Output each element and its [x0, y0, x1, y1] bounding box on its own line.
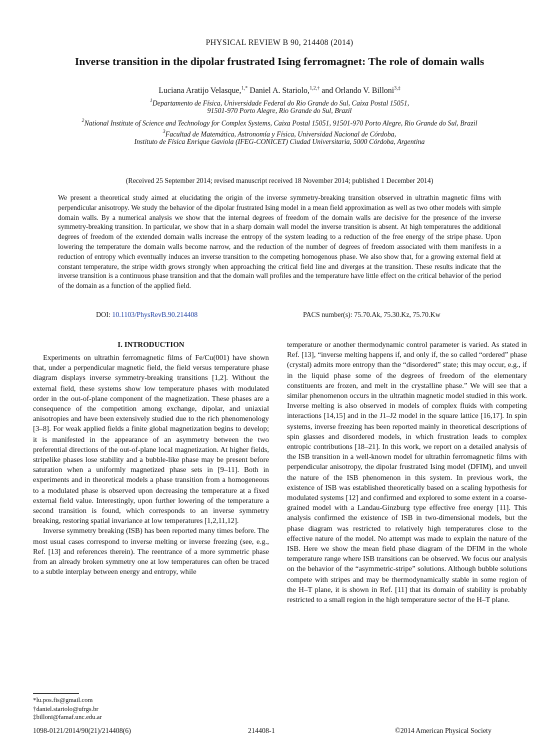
doi-link[interactable]: 10.1103/PhysRevB.90.214408 [112, 311, 198, 319]
footnotes [33, 697, 102, 723]
footnote-email[interactable]: †daniel.stariolo@ufrgs.br [33, 705, 99, 713]
footer-copyright: ©2014 American Physical Society [395, 727, 492, 735]
affiliation: $^3$Facultad de Matemática, Astronomía y Física, Universidad Nacional de Córdoba, [162, 130, 397, 139]
paragraph: Experiments on ultrathin ferromagnetic films of Fe/Cu(001) have shown that, under a perpendicular magnetic field, the field versus temperature phase diagram displays inverse symmetry-breaking transitions [1,2]. Without the external field, these systems show low temperature phases with modulated order in the out-of-plane component of the magnetization. These phases are a consequence of the competition among exchange, dipolar, and uniaxial anisotropies and have been extensively studied due to the rich phenomenology [3–8]. For weak applied fields a finite global magnetization begins to develop; it is manifested in the appearance of an asymmetry between the two preferential directions of the out-of-plane local magnetization. At higher fields, stripelike phases lose stability and a bubble-like phase may be present before saturation when a uniformly magnetized phase sets in [9–11]. Both in experiments and in theoretical models a phase transition from a homogeneous to a modulated phase is observed upon decreasing the temperature at a fixed external field value. Interestingly, upon further lowering of the temperature a second transition is found, which corresponds to an inverse symmetry breaking, restoring spatial invariance at low temperatures [1,2,11,12]. [33, 353, 269, 526]
footnote-email[interactable]: *lu.pos.fis@gmail.com [33, 697, 93, 704]
abstract: We present a theoretical study aimed at elucidating the origin of the inverse symmetry-breaking transition observed in ultrathin magnetic films with perpendicular anisotropy. We study the behavior of the dipolar frustrated Ising model in a mean field approximation as well as two other models with simple domain walls. By a numerical analysis we show that the internal degrees of freedom of the domain walls are decisive for the presence of the inverse symmetry-breaking transition. In particular, we show that in a sharp domain wall model the inverse transition is absent. At high temperatures the additional degrees of freedom of the extended domain walls increase the entropy of the system leading to a reduction of the free energy of the stripe phase. Upon lowering the temperature the domain walls become narrow, and the reduction of the number of degrees of freedom associated with them manifests in a reduction of entropy which eventually induces an inverse transition to the competing homogenous phase. We also show that, for a growing external field at constant temperature, the stripe width grows strongly when approaching the critical field line and diverges at the transition. These results indicate that the inverse transition is a continuous phase transition and that the domain wall profiles and the temperature have little effect on the critical behavior of the period of the domain as a function of the applied field. [58, 194, 501, 291]
journal-header: PHYSICAL REVIEW B 90, 214408 (2014) [205, 38, 354, 47]
footer-issn: 1098-0121/2014/90(21)/214408(6) [33, 727, 131, 735]
author-list [30, 86, 529, 95]
affiliation: Instituto de Física Enrique Gaviola (IFEG-CONICET) Ciudad Universitaria, 5000 Córdoba, Argentina [134, 138, 425, 146]
affiliation: $^2$National Institute of Science and Technology for Complex Systems, Caixa Postal 15051, 91501-970 Porto Alegre, Rio Grande do Sul, Brazil [81, 119, 478, 128]
section-heading: I. INTRODUCTION [117, 340, 185, 349]
left-column [33, 353, 269, 577]
author-marks: 1,2,† [309, 86, 320, 92]
author-marks: 1,* [241, 86, 248, 92]
footnote-email[interactable]: ‡billoni@famaf.unc.edu.ar [33, 714, 102, 721]
doi-line [96, 311, 198, 319]
footnote-divider [33, 693, 79, 694]
right-column [287, 340, 527, 605]
author-marks: 3,‡ [394, 86, 401, 92]
author-name[interactable]: Luciana Aratijo Velasque, [158, 86, 242, 95]
doi-label: DOI: [96, 311, 111, 319]
received-dates: (Received 25 September 2014; revised manuscript received 18 November 2014; published 1 December 2014) [125, 177, 434, 185]
paper-title: Inverse transition in the dipolar frustrated Ising ferromagnet: The role of domain walls [74, 56, 485, 68]
author-name[interactable]: and Orlando V. Billoni [321, 86, 395, 95]
affiliation: 91501-970 Porto Alegre, Rio Grande do Sul, Brazil [207, 107, 352, 115]
paragraph: Inverse symmetry breaking (ISB) has been reported many times before. The most usual cases correspond to inverse melting or inverse freezing (see, e.g., Ref. [13] and references therein). The reentrance of a more symmetric phase from an already broken symmetry one at low temperatures can often be traced to a subtle interplay between energy and entropy, while [33, 526, 269, 577]
author-name[interactable]: Daniel A. Stariolo, [249, 86, 310, 95]
paragraph: temperature or another thermodynamic control parameter is varied. As stated in Ref. [13], “inverse melting happens if, and only if, the so called “ordered” phase (crystal) admits more entropy than the “disordered” state; this may occur, e.g., if in the liquid phase some of the degrees of freedom of the elementary constituents are frozen, and melt in the crystalline phase.” We will see that a similar phenomenon occurs in the ultrathin magnetic model studied in this work. Inverse melting is also observed in models of complex fluids with competing interactions [14,15] and in the J1–J2 model in the square lattice [16,17]. In spin systems, inverse freezing has been reported mainly in theoretical descriptions of spin glasses and disordered models, in which frustration leads to complex entropic contributions [18–21]. In this work, we report on a detailed analysis of the ISB transition in a well-known model for ultrathin ferromagnetic films with perpendicular anisotropy, the dipolar frustrated Ising model (DFIM), and unveil the nature of the ISB phenomenon in this system. In previous work, the existence of ISB was established theoretically based on a scaling hypothesis for modulated systems [12] and confirmed and explored to some extent in a coarse-grained model with a Landau-Ginzburg type effective free energy [11]. This analysis confirmed the existence of ISB in two-dimensional models, but the phase diagram was restricted to relatively high temperatures close to the effective nature of the model. No attempt was made to explain the nature of the ISB. Here we show the mean field phase diagram of the DFIM in the whole temperature range where ISB transitions can be observed. We focus our analysis on the behavior of the “asymmetric-stripe” solutions. Although bubble solutions compete with stripes and may be thermodynamically stable in some region of the H–T plane, it is shown in Ref. [11] that its domain of stability is probably restricted to a small region in the high temperature sector of the H–T plane. [287, 340, 527, 605]
footer-page-number: 214408-1 [248, 727, 275, 735]
affiliation: $^1$Departamento de Física, Universidade Federal do Rio Grande do Sul, Caixa Postal 15051, [149, 99, 410, 108]
pacs-numbers: PACS number(s): 75.70.Ak, 75.30.Kz, 75.70.Kw [303, 311, 441, 319]
